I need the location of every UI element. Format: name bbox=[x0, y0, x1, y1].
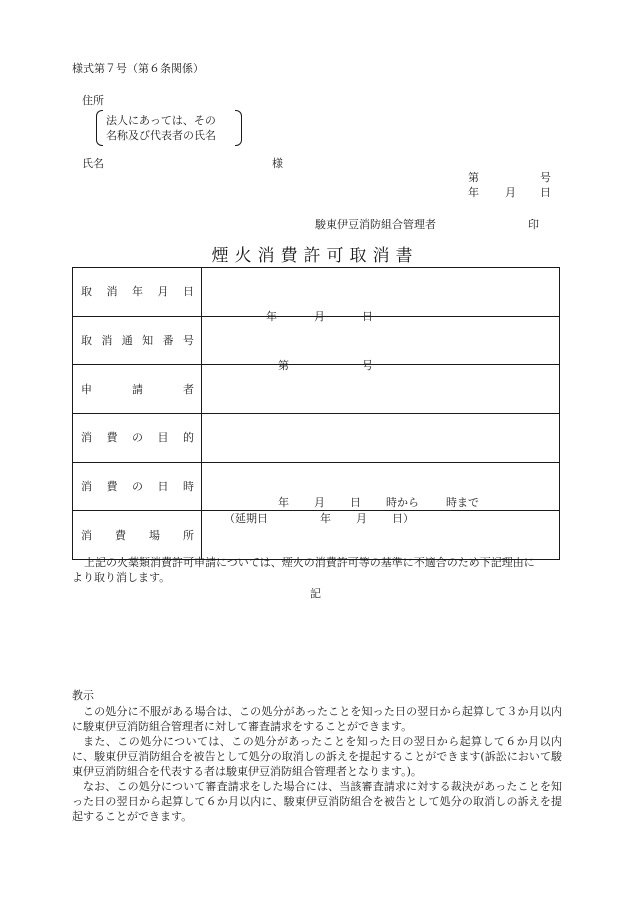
row-label-location: 消 費 場 所 bbox=[73, 511, 202, 560]
notice-body bbox=[72, 704, 562, 824]
document-title: 煙火消費許可取消書 bbox=[211, 246, 419, 266]
table-row bbox=[73, 365, 560, 414]
datetime-field[interactable]: 年 月 日 時から 時まで （延期日 年 月 日） bbox=[202, 462, 560, 511]
corporation-note bbox=[96, 110, 242, 144]
form-table bbox=[72, 267, 560, 560]
table-row bbox=[73, 511, 560, 560]
purpose-field[interactable] bbox=[202, 414, 560, 463]
cancel-date-field[interactable]: 年 月 日 bbox=[202, 268, 560, 317]
doc-date-day: 日 bbox=[540, 186, 551, 199]
address-label: 住所 bbox=[82, 94, 104, 107]
doc-date-month: 月 bbox=[505, 186, 516, 199]
row-label-notice-number: 取 消 通 知 番 号 bbox=[73, 316, 202, 365]
table-row bbox=[73, 414, 560, 463]
notice-paragraph: なお、この処分について審査請求をした場合には、当該審査請求に対する裁決があったことを知った日の翌日から起算して６か月以内に、駿東伊豆消防組合を被告として処分の取消しの訴えを提起することができます。 bbox=[72, 780, 562, 823]
row-label-cancel-date: 取 消 年 月 日 bbox=[73, 268, 202, 317]
corporation-note-line2: 名称及び代表者の氏名 bbox=[106, 129, 216, 142]
issuer: 駿東伊豆消防組合管理者 bbox=[315, 218, 436, 231]
row-label-datetime: 消 費 の 日 時 bbox=[73, 462, 202, 511]
doc-number-prefix: 第 bbox=[468, 171, 479, 184]
doc-number-suffix: 号 bbox=[540, 171, 551, 184]
notice-paragraph: この処分に不服がある場合は、この処分があったことを知った日の翌日から起算して３か月以内に駿東伊豆消防組合管理者に対して審査請求をすることができます。 bbox=[72, 705, 562, 733]
left-bracket bbox=[96, 110, 103, 146]
doc-date-year: 年 bbox=[468, 186, 479, 199]
notice-heading: 教示 bbox=[72, 689, 94, 702]
notice-paragraph: また、この処分については、この処分があったことを知った日の翌日から起算して６か月以内に、駿東伊豆消防組合を被告として処分の取消しの訴えを提起することができます(訴訟において駿東伊豆消防組合を代表する者は駿東伊豆消防組合管理者となります。)。 bbox=[72, 735, 562, 778]
row-label-applicant: 申 請 者 bbox=[73, 365, 202, 414]
ki-mark: 記 bbox=[310, 587, 321, 600]
statement-line2: より取り消します。 bbox=[72, 571, 171, 584]
statement-line1: 上記の火薬類消費許可申請については、煙火の消費許可等の基準に不適合のため下記理由に bbox=[84, 556, 535, 569]
seal-mark: 印 bbox=[528, 218, 539, 231]
row-label-purpose: 消 費 の 目 的 bbox=[73, 414, 202, 463]
honorific: 様 bbox=[272, 157, 283, 170]
table-row bbox=[73, 268, 560, 317]
right-bracket bbox=[235, 110, 242, 146]
table-row bbox=[73, 316, 560, 365]
notice-number-field[interactable]: 第 号 bbox=[202, 316, 560, 365]
corporation-note-line1: 法人にあっては、その bbox=[106, 114, 216, 127]
table-row bbox=[73, 462, 560, 511]
form-number: 様式第７号（第６条関係） bbox=[72, 62, 204, 75]
applicant-field[interactable] bbox=[202, 365, 560, 414]
name-label: 氏名 bbox=[82, 157, 104, 170]
